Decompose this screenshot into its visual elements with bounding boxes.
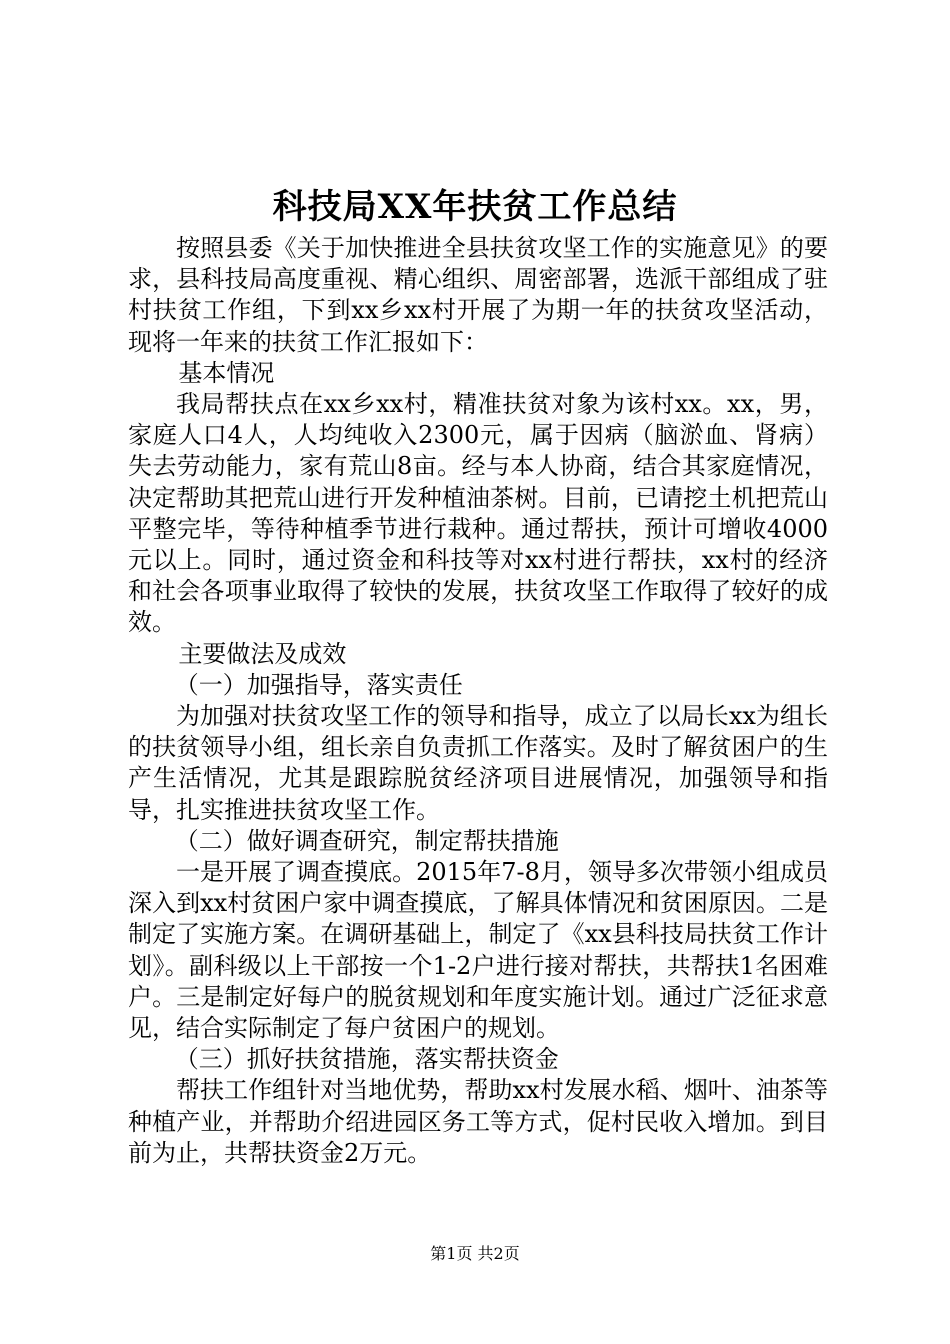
- subsection-heading-3: （三）抓好扶贫措施，落实帮扶资金: [174, 1045, 559, 1074]
- subsection-1-paragraph: 为加强对扶贫攻坚工作的领导和指导，成立了以局长xx为组长的扶贫领导小组，组长亲自负责抓工作落实。及时了解贫困户的生产生活情况，尤其是跟踪脱贫经济项目进展情况，加强领导和指导，扎实推进扶贫攻坚工作。: [128, 702, 828, 824]
- intro-paragraph: 按照县委《关于加快推进全县扶贫攻坚工作的实施意见》的要求，县科技局高度重视、精心组织、周密部署，选派干部组成了驻村扶贫工作组，下到xx乡xx村开展了为期一年的扶贫攻坚活动，现将一年来的扶贫工作汇报如下：: [128, 234, 828, 356]
- basic-situation-paragraph: 我局帮扶点在xx乡xx村，精准扶贫对象为该村xx。xx，男，家庭人口4人，人均纯收入2300元，属于因病（脑淤血、肾病）失去劳动能力，家有荒山8亩。经与本人协商，结合其家庭情况，决定帮助其把荒山进行开发种植油茶树。目前，已请挖土机把荒山平整完毕，等待种植季节进行栽种。通过帮扶，预计可增收4000元以上。同时，通过资金和科技等对xx村进行帮扶，xx村的经济和社会各项事业取得了较快的发展，扶贫攻坚工作取得了较好的成效。: [128, 390, 828, 637]
- subsection-3-paragraph: 帮扶工作组针对当地优势，帮助xx村发展水稻、烟叶、油茶等种植产业，并帮助介绍进园区务工等方式，促村民收入增加。到目前为止，共帮扶资金2万元。: [128, 1076, 828, 1167]
- document-title: 科技局XX年扶贫工作总结: [272, 187, 678, 227]
- section-heading-main-practices: 主要做法及成效: [178, 639, 347, 668]
- subsection-2-paragraph: 一是开展了调查摸底。2015年7-8月，领导多次带领小组成员深入到xx村贫困户家中调查摸底，了解具体情况和贫困原因。二是制定了实施方案。在调研基础上，制定了《xx县科技局扶贫工作计划》。副科级以上干部按一个1-2户进行接对帮扶，共帮扶1名困难户。三是制定好每户的脱贫规划和年度实施计划。通过广泛征求意见，结合实际制定了每户贫困户的规划。: [128, 858, 828, 1043]
- subsection-heading-1: （一）加强指导，落实责任: [174, 670, 463, 699]
- subsection-heading-2: （二）做好调查研究，制定帮扶措施: [174, 826, 559, 855]
- document-body: [128, 233, 828, 1169]
- section-heading-basic-situation: 基本情况: [178, 358, 275, 387]
- page-number-footer: 第1页 共2页: [430, 1244, 520, 1263]
